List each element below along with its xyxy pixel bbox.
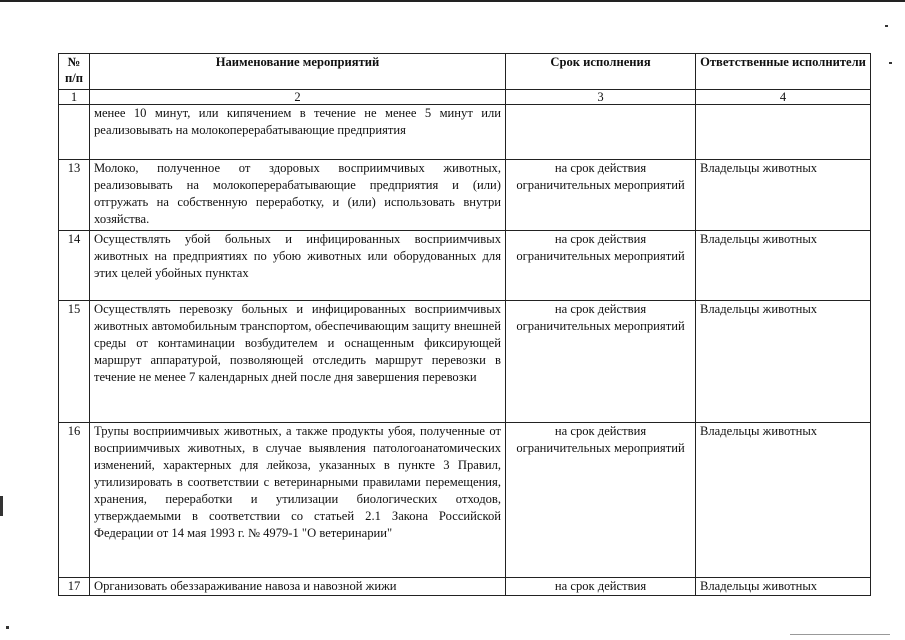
row-text: Организовать обеззараживание навоза и навозной жижи	[90, 578, 506, 596]
page-top-edge	[0, 0, 905, 2]
table-row	[59, 231, 871, 301]
row-responsible	[696, 105, 871, 160]
table-row	[59, 105, 871, 160]
row-num	[59, 105, 90, 160]
table-row	[59, 578, 871, 596]
row-num: 14	[59, 231, 90, 301]
scan-speck	[889, 62, 892, 64]
column-index-row	[59, 90, 871, 105]
measures-table	[58, 53, 871, 596]
row-text: Осуществлять перевозку больных и инфицированных восприимчивых животных автомобильным транспортом, обеспечивающим защиту внешней среды от контаминации возбудителем и оснащенным фиксирующей маршрут аппаратурой, позволяющей отследить маршрут перевозки в течение не менее 7 календарных дней после дня завершения перевозки	[90, 301, 506, 423]
table-row	[59, 160, 871, 231]
row-num: 16	[59, 423, 90, 578]
scan-speck	[885, 25, 888, 27]
row-responsible: Владельцы животных	[696, 231, 871, 301]
header-name: Наименование мероприятий	[90, 54, 506, 90]
row-deadline: на срок действия	[506, 578, 696, 596]
scan-speck	[6, 626, 9, 629]
row-deadline: на срок действия ограничительных мероприятий	[506, 423, 696, 578]
row-responsible: Владельцы животных	[696, 301, 871, 423]
index-cell: 3	[506, 90, 696, 105]
row-responsible: Владельцы животных	[696, 160, 871, 231]
row-text: Осуществлять убой больных и инфицированных восприимчивых животных на предприятиях по убою животных или оборудованных для этих целей убойных пунктах	[90, 231, 506, 301]
row-responsible: Владельцы животных	[696, 578, 871, 596]
row-deadline	[506, 105, 696, 160]
header-num: № п/п	[59, 54, 90, 90]
row-text: менее 10 минут, или кипячением в течение не менее 5 минут или реализовывать на молокоперерабатывающие предприятия	[90, 105, 506, 160]
row-text: Молоко, полученное от здоровых восприимчивых животных, реализовывать на молокоперерабатывающие предприятия и (или) отгружать на собственную переработку, и (или) использовать внутри хозяйства.	[90, 160, 506, 231]
row-responsible: Владельцы животных	[696, 423, 871, 578]
row-num: 15	[59, 301, 90, 423]
table-header-row	[59, 54, 871, 90]
row-num: 13	[59, 160, 90, 231]
row-deadline: на срок действия ограничительных мероприятий	[506, 160, 696, 231]
index-cell: 1	[59, 90, 90, 105]
row-deadline: на срок действия ограничительных мероприятий	[506, 301, 696, 423]
row-deadline: на срок действия ограничительных мероприятий	[506, 231, 696, 301]
header-deadline: Срок исполнения	[506, 54, 696, 90]
scan-edge-mark	[0, 496, 3, 516]
index-cell: 4	[696, 90, 871, 105]
row-num: 17	[59, 578, 90, 596]
scan-bottom-line	[790, 634, 890, 635]
index-cell: 2	[90, 90, 506, 105]
table-row	[59, 423, 871, 578]
row-text: Трупы восприимчивых животных, а также продукты убоя, полученные от восприимчивых животных, в случае выявления патологоанатомических изменений, характерных для лейкоза, указанных в пункте 3 Правил, утилизировать в соответствии с ветеринарными правилами перемещения, хранения, переработки и утилизации биологических отходов, утверждаемыми в соответствии со статьей 2.1 Закона Российской Федерации от 14 мая 1993 г. № 4979-1 "О ветеринарии"	[90, 423, 506, 578]
header-responsible: Ответственные исполнители	[696, 54, 871, 90]
table-row	[59, 301, 871, 423]
